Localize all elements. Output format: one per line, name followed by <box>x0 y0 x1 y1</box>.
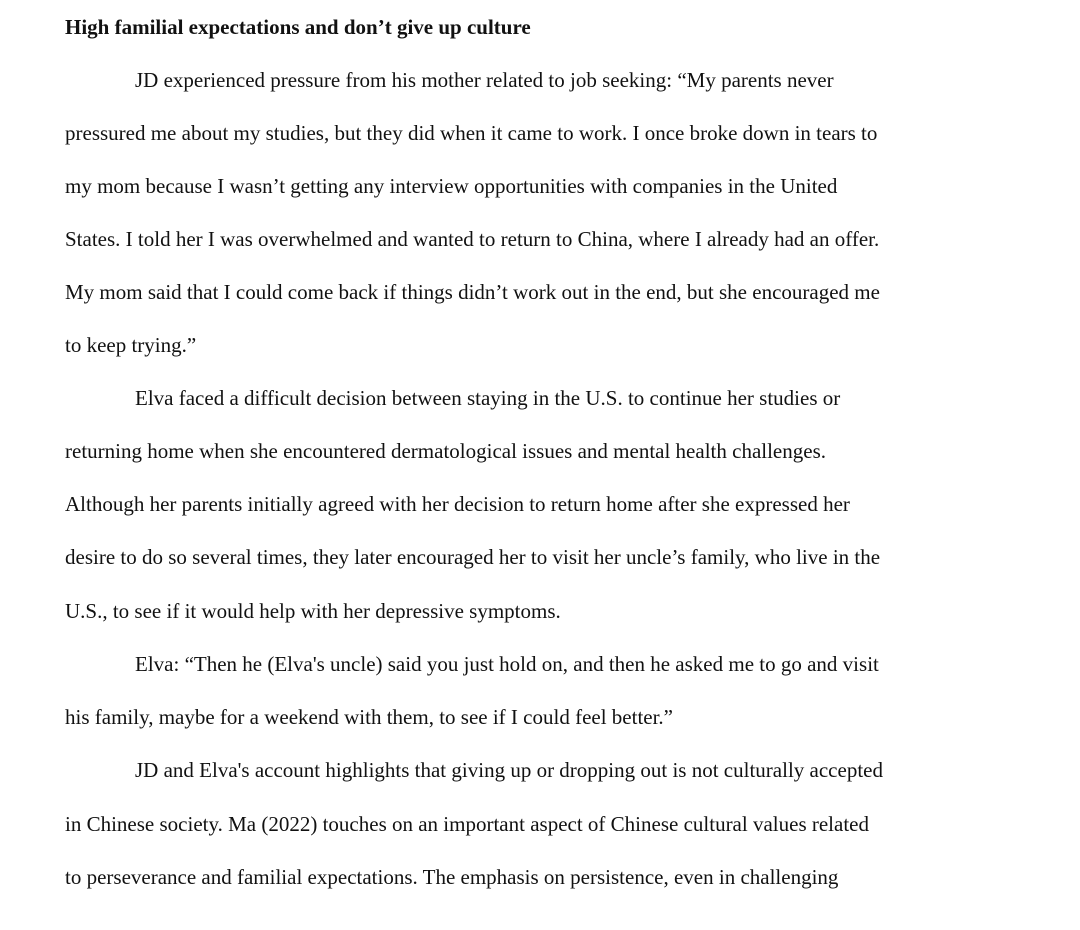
paragraph-line: My mom said that I could come back if things didn’t work out in the end, but she encouraged me <box>65 280 880 304</box>
section-heading: High familial expectations and don’t give up culture <box>65 15 531 39</box>
paragraph-line: JD experienced pressure from his mother related to job seeking: “My parents never <box>135 68 834 92</box>
paragraph-line: his family, maybe for a weekend with them, to see if I could feel better.” <box>65 705 674 729</box>
paragraph-line: my mom because I wasn’t getting any interview opportunities with companies in the United <box>65 174 838 198</box>
paragraph-line: States. I told her I was overwhelmed and wanted to return to China, where I already had an offer. <box>65 227 880 251</box>
paragraph-line: Although her parents initially agreed with her decision to return home after she expressed her <box>65 492 850 516</box>
paragraph-line: U.S., to see if it would help with her depressive symptoms. <box>65 599 561 623</box>
paragraph-line: Elva: “Then he (Elva's uncle) said you just hold on, and then he asked me to go and visit <box>135 652 879 676</box>
paragraph-line: pressured me about my studies, but they did when it came to work. I once broke down in tears to <box>65 121 878 145</box>
paragraph-line: desire to do so several times, they later encouraged her to visit her uncle’s family, who live in the <box>65 545 881 569</box>
paragraph-line: returning home when she encountered dermatological issues and mental health challenges. <box>65 439 826 463</box>
paragraph-line: Elva faced a difficult decision between staying in the U.S. to continue her studies or <box>135 386 841 410</box>
paragraph-line: in Chinese society. Ma (2022) touches on an important aspect of Chinese cultural values related <box>65 812 869 836</box>
paragraph-line: to perseverance and familial expectations. The emphasis on persistence, even in challenging <box>65 865 839 889</box>
paragraph-line: JD and Elva's account highlights that giving up or dropping out is not culturally accepted <box>135 758 883 782</box>
paragraph-line: to keep trying.” <box>65 333 197 357</box>
